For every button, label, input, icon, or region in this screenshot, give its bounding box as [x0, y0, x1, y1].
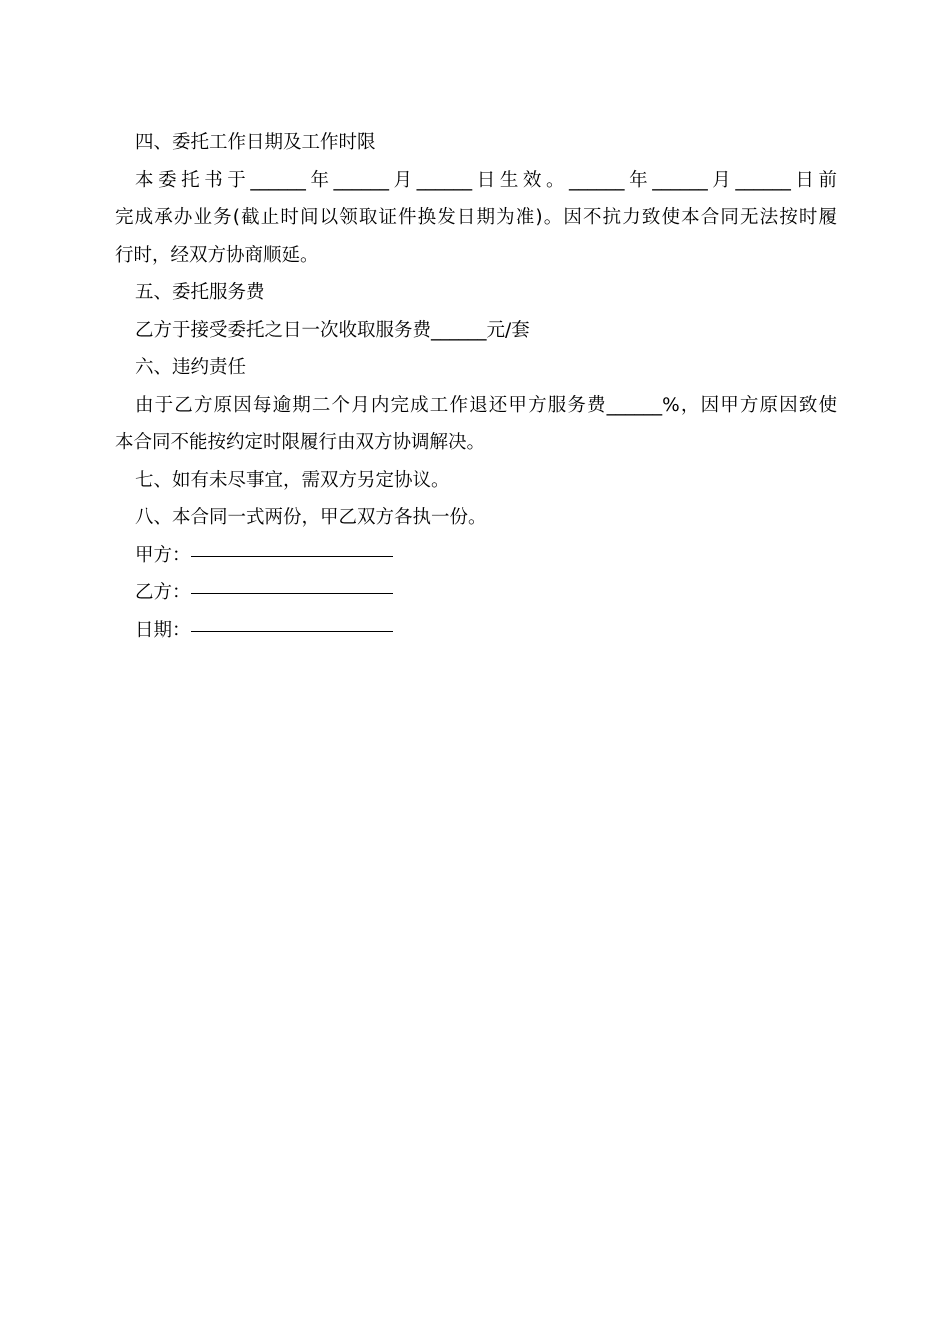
section-5-title: 五、委托服务费 [135, 282, 265, 303]
party-a-label: 甲方： [135, 544, 191, 566]
section-5-body: 乙方于接受委托之日一次收取服务费______元/套 [135, 319, 530, 341]
party-a-signature-row [115, 537, 837, 575]
section-4-body-line-2: 完成承办业务(截止时间以领取证件换发日期为准)。因不抗力致使本合同无法按时履 [115, 207, 837, 228]
section-7: 七、如有未尽事宜，需双方另定协议。 [135, 469, 450, 491]
party-b-signature-line[interactable] [191, 592, 393, 594]
section-6-body-line-1: 由于乙方原因每逾期二个月内完成工作退还甲方服务费______%，因甲方原因致使 [135, 394, 837, 416]
section-8: 八、本合同一式两份，甲乙双方各执一份。 [135, 507, 487, 528]
party-a-signature-line[interactable] [191, 555, 393, 557]
section-4-body-line-1: 本委托书于______年______月______日生效。______年______月______日前 [135, 169, 837, 191]
section-6-body-line-2: 本合同不能按约定时限履行由双方协调解决。 [115, 432, 486, 453]
party-b-signature-row [115, 574, 837, 612]
date-signature-line[interactable] [191, 630, 393, 632]
section-6-title: 六、违约责任 [135, 357, 247, 378]
party-b-label: 乙方： [135, 582, 191, 603]
section-4-body-line-3: 行时，经双方协商顺延。 [115, 244, 319, 266]
date-signature-row [115, 612, 837, 650]
section-4-title: 四、委托工作日期及工作时限 [135, 132, 376, 153]
date-label: 日期： [135, 619, 191, 641]
contract-body [115, 124, 837, 649]
